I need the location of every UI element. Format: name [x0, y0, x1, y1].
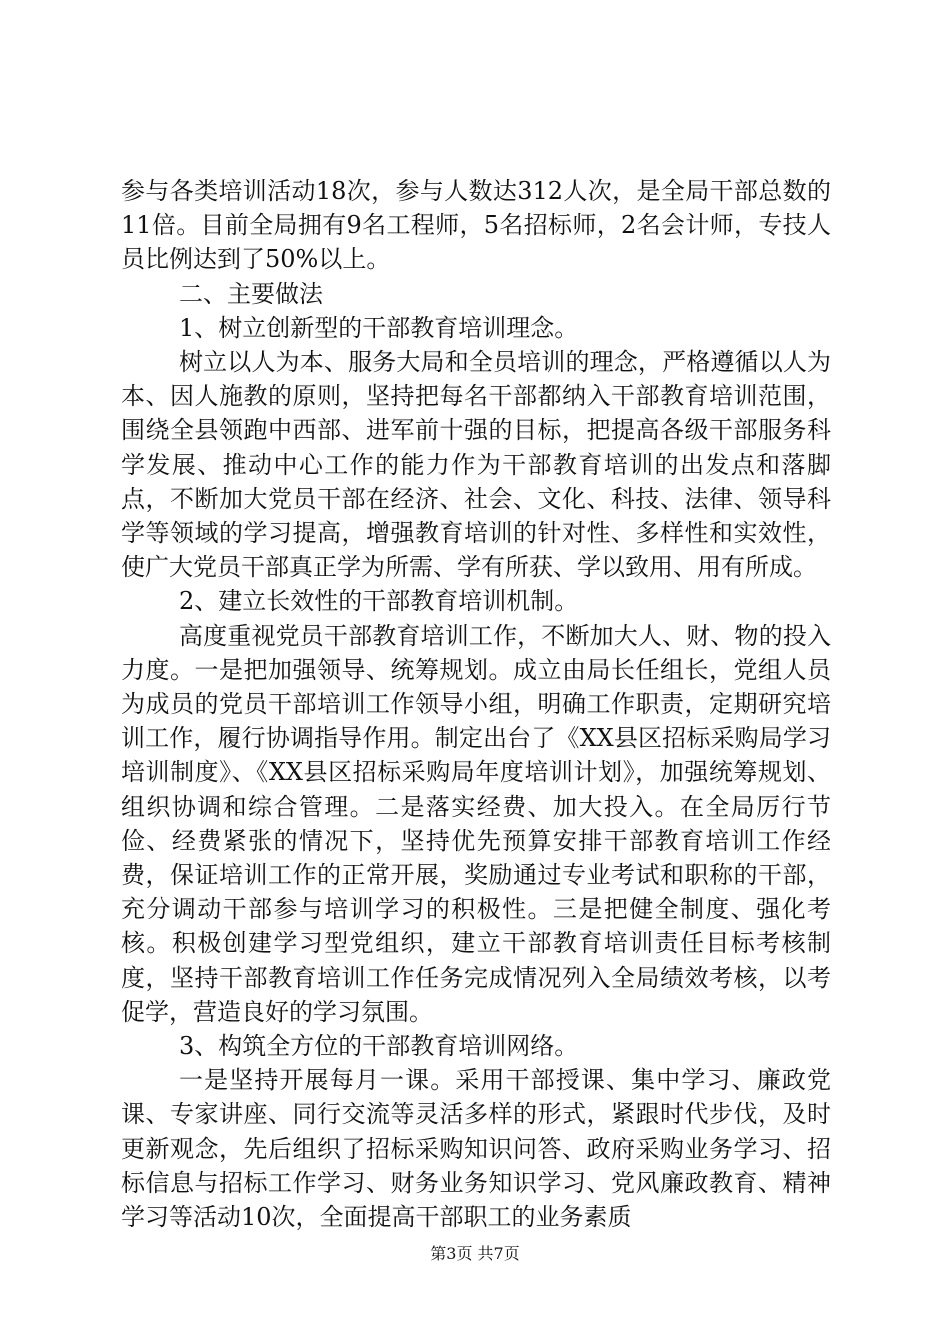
subheading-training-mechanism: 2、建立长效性的干部教育培训机制。 [179, 587, 579, 616]
subheading-training-concept: 1、树立创新型的干部教育培训理念。 [179, 313, 579, 342]
paragraph-training-concept: 树立以人为本、服务大局和全员培训的理念，严格遵循以人为本、因人施教的原则，坚持把每名干部都纳入干部教育培训范围，围绕全县领跑中西部、进军前十强的目标，把提高各级干部服务科学发展、推动中心工作的能力作为干部教育培训的出发点和落脚点，不断加大党员干部在经济、社会、文化、科技、法律、领导科学等领域的学习提高，增强教育培训的针对性、多样性和实效性，使广大党员干部真正学为所需、学有所获、学以致用、用有所成。 [121, 348, 831, 582]
paragraph-training-network: 一是坚持开展每月一课。采用干部授课、集中学习、廉政党课、专家讲座、同行交流等灵活多样的形式，紧跟时代步伐，及时更新观念，先后组织了招标采购知识问答、政府采购业务学习、招标信息与招标工作学习、财务业务知识学习、党风廉政教育、精神学习等活动10次，全面提高干部职工的业务素质 [121, 1066, 831, 1232]
document-body [121, 174, 831, 1234]
page-number-footer: 第3页 共7页 [430, 1244, 520, 1263]
paragraph-training-mechanism: 高度重视党员干部教育培训工作，不断加大人、财、物的投入力度。一是把加强领导、统筹规划。成立由局长任组长，党组人员为成员的党员干部培训工作领导小组，明确工作职责，定期研究培训工作，履行协调指导作用。制定出台了《XX县区招标采购局学习培训制度》、《XX县区招标采购局年度培训计划》，加强统筹规划、组织协调和综合管理。二是落实经费、加大投入。在全局厉行节俭、经费紧张的情况下，坚持优先预算安排干部教育培训工作经费，保证培训工作的正常开展，奖励通过专业考试和职称的干部，充分调动干部参与培训学习的积极性。三是把健全制度、强化考核。积极创建学习型党组织，建立干部教育培训责任目标考核制度，坚持干部教育培训工作任务完成情况列入全局绩效考核，以考促学，营造良好的学习氛围。 [121, 621, 831, 1026]
subheading-training-network: 3、构筑全方位的干部教育培训网络。 [179, 1032, 579, 1061]
paragraph-training-stats: 参与各类培训活动18次，参与人数达312人次，是全局干部总数的11倍。目前全局拥有9名工程师，5名招标师，2名会计师，专技人员比例达到了50%以上。 [121, 177, 831, 274]
section-heading-main-practices: 二、主要做法 [179, 279, 323, 308]
